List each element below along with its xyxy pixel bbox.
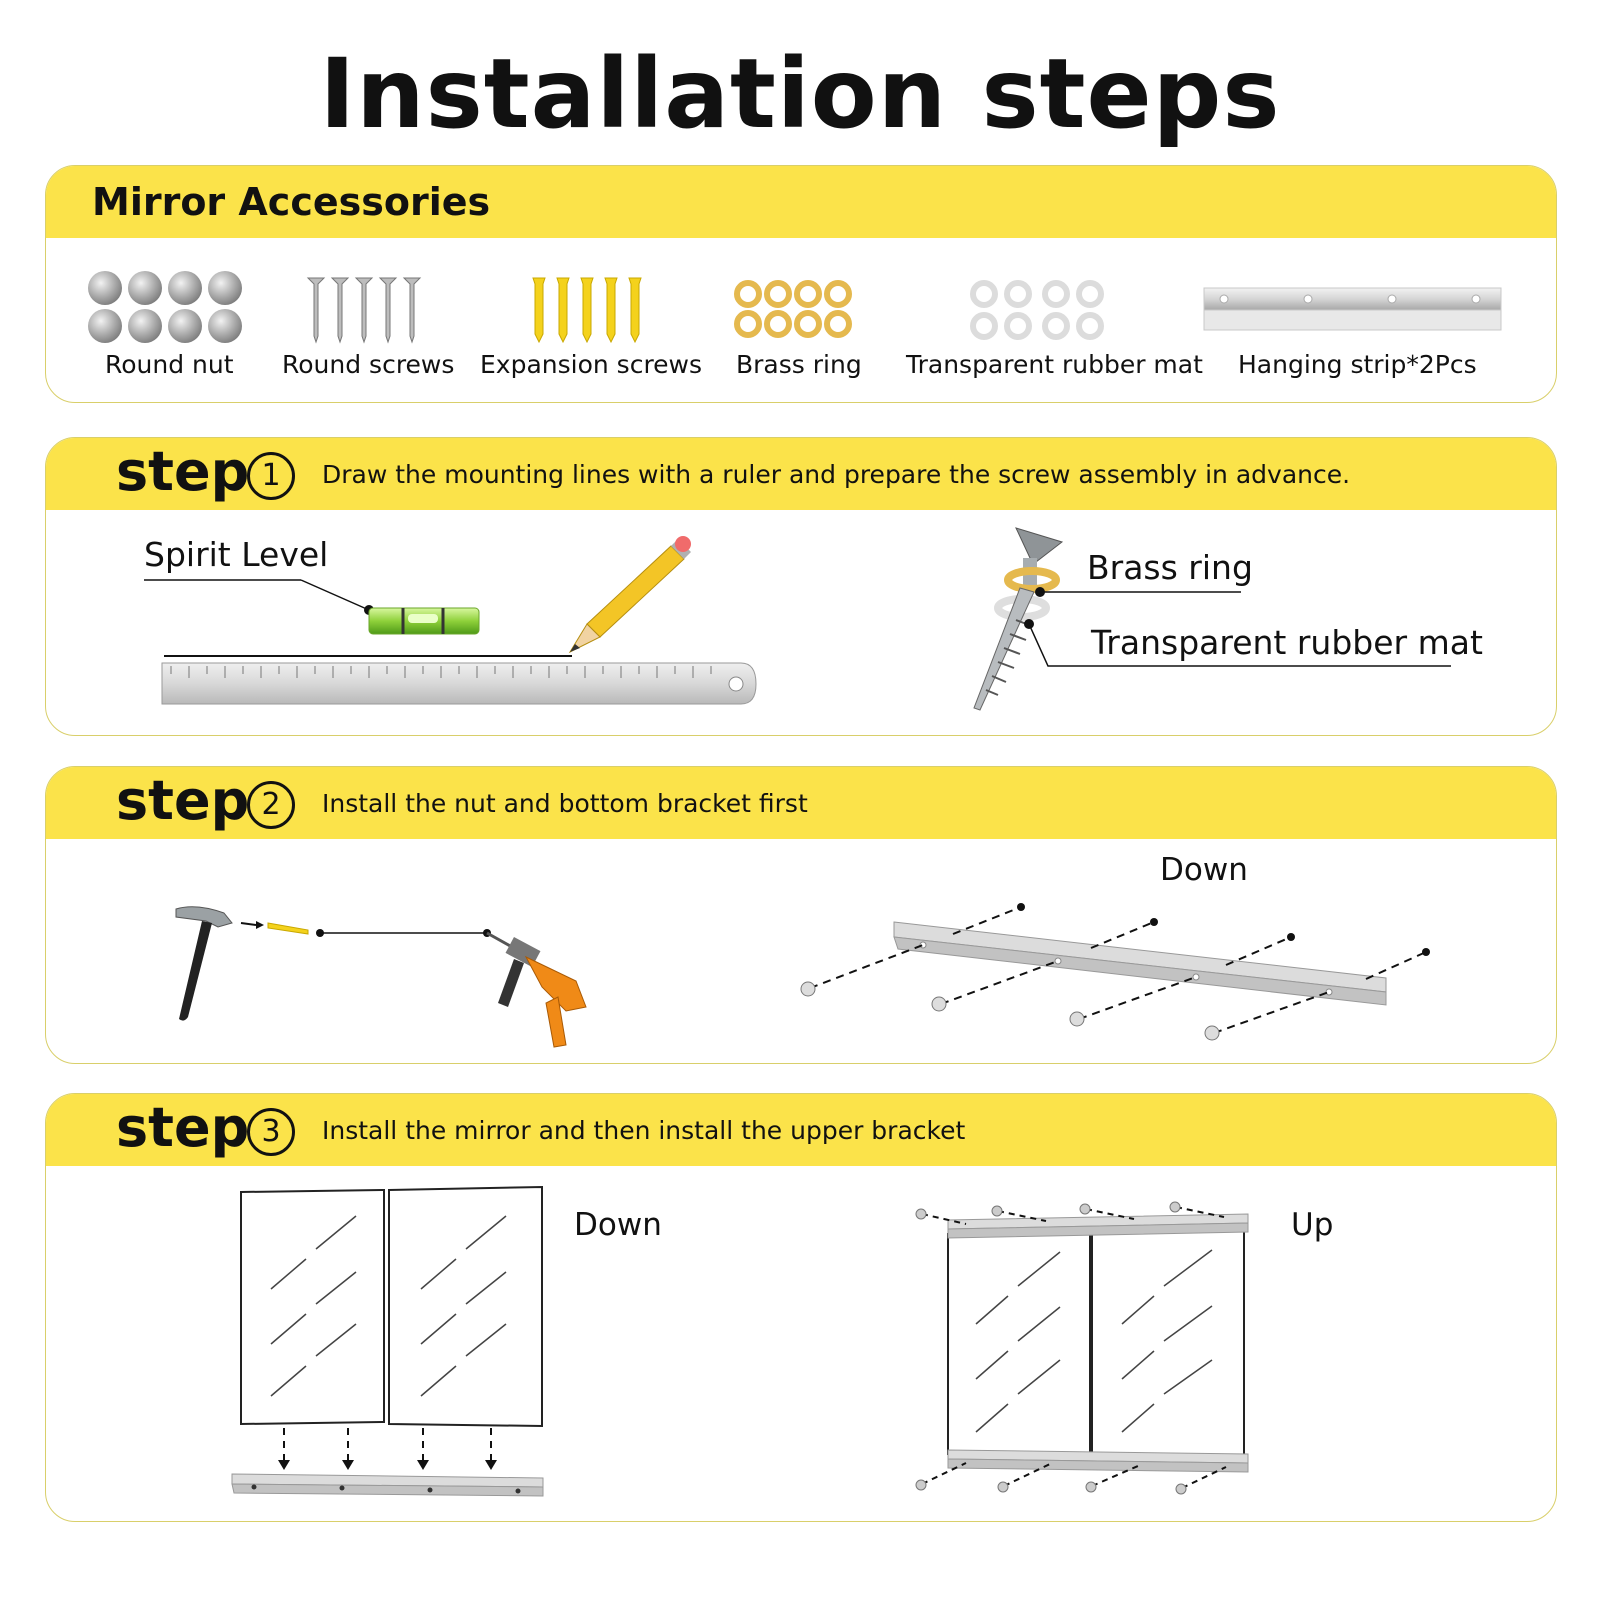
- accessory-label-expansion-screws: Expansion screws: [480, 350, 703, 379]
- accessory-label-brass-ring: Brass ring: [736, 350, 862, 379]
- pencil-icon: [570, 536, 691, 652]
- rubber-mat-icon: [973, 283, 1101, 337]
- step-2-direction-label: Down: [1160, 852, 1248, 888]
- step-1-description: Draw the mounting lines with a ruler and prepare the screw assembly in advance.: [322, 460, 1351, 489]
- brass-ring-label: Brass ring: [1087, 548, 1253, 587]
- step-2-panel: [45, 766, 1557, 1064]
- step-1-panel: [45, 437, 1557, 736]
- hammer-icon: [176, 907, 232, 1021]
- step-1-number: 1: [247, 452, 295, 500]
- round-nut-icon: [88, 271, 242, 343]
- bracket-icon: [894, 922, 1386, 1005]
- brass-ring-icon: [737, 283, 849, 335]
- expansion-anchor-icon: [268, 923, 308, 934]
- step-3-number: 3: [247, 1108, 295, 1156]
- step-1-word: step: [116, 440, 250, 503]
- mirror-panel-icon: [948, 1228, 1244, 1456]
- step-2-illustration: [46, 767, 1556, 1063]
- hanging-strip-icon: [1204, 288, 1501, 330]
- step-3-down-label: Down: [574, 1207, 662, 1243]
- accessory-label-hanging-strip: Hanging strip*2Pcs: [1238, 350, 1477, 379]
- step-2-word: step: [116, 769, 250, 832]
- page-title: Installation steps: [319, 38, 1281, 150]
- drill-icon: [487, 933, 586, 1047]
- spirit-level-icon: [369, 608, 479, 634]
- accessory-label-round-nut: Round nut: [105, 350, 234, 379]
- step-1-illustration: [46, 438, 1556, 735]
- bracket-icon: [232, 1474, 543, 1496]
- expansion-anchor-icon: [533, 278, 641, 342]
- accessories-panel: [45, 165, 1557, 403]
- step-3-illustration: [46, 1094, 1556, 1521]
- step-3-description: Install the mirror and then install the upper bracket: [322, 1116, 966, 1145]
- screw-assembly-icon: [974, 528, 1062, 710]
- screw-icon: [308, 278, 420, 342]
- accessory-label-rubber-mat: Transparent rubber mat: [906, 350, 1203, 379]
- step-3-panel: [45, 1093, 1557, 1522]
- accessories-heading: Mirror Accessories: [92, 180, 491, 224]
- step-3-word: step: [116, 1096, 250, 1159]
- step-2-number: 2: [247, 781, 295, 829]
- step-3-up-label: Up: [1291, 1207, 1334, 1243]
- ruler-icon: [162, 663, 756, 704]
- rubber-mat-label: Transparent rubber mat: [1091, 623, 1483, 662]
- step-2-description: Install the nut and bottom bracket first: [322, 789, 808, 818]
- accessory-label-round-screws: Round screws: [282, 350, 455, 379]
- spirit-level-label: Spirit Level: [144, 535, 329, 574]
